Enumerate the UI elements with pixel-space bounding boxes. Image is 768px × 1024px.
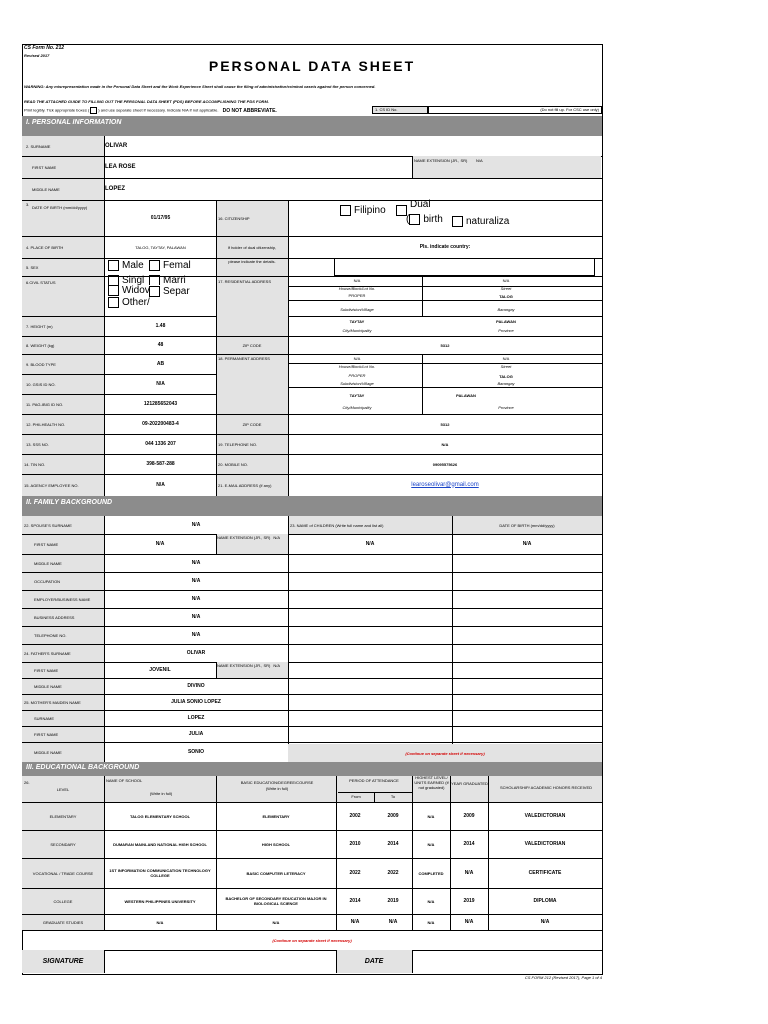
perm-house[interactable]: N/A: [353, 356, 361, 361]
section-personal-information: I. PERSONAL INFORMATION: [22, 116, 602, 136]
spouse-employer-value[interactable]: N/A: [191, 596, 201, 602]
edu-level: ELEMENTARY: [49, 813, 77, 819]
perm-city-caption: City/Municipality: [342, 405, 372, 410]
civil-widowed-option[interactable]: [108, 285, 150, 296]
pob-value[interactable]: TALOG, TAYTAY, PALAWAN: [135, 244, 186, 250]
edu-course[interactable]: HIGH SCHOOL: [261, 841, 291, 847]
edu-units[interactable]: N/A: [427, 898, 435, 904]
perm-brgy-caption: Barangay: [497, 381, 515, 386]
child-dob[interactable]: N/A: [522, 541, 532, 547]
checkbox-icon: [108, 260, 119, 271]
edu-course[interactable]: BACHELOR OF SECONDARY EDUCATION MAJOR IN BIOLOGICAL SCIENCE: [225, 896, 327, 906]
edu-from[interactable]: N/A: [350, 919, 360, 925]
section-educational-background: III. EDUCATIONAL BACKGROUND: [22, 762, 602, 776]
edu-row-divider: [22, 830, 602, 831]
perm-city[interactable]: TAYTAY: [349, 393, 365, 398]
form-revised: Revised 2017: [24, 53, 50, 58]
telephone-value[interactable]: N/A: [441, 441, 449, 447]
civil-other-option[interactable]: [108, 297, 150, 308]
col-level: LEVEL: [56, 786, 70, 792]
citizenship-filipino-label: Filipino: [354, 205, 386, 217]
do-not-abbreviate: DO NOT ABBREVIATE.: [222, 107, 277, 114]
checkbox-icon: [149, 275, 160, 285]
edu-year[interactable]: 2009: [463, 813, 475, 819]
pagibig-label: 11. PAG-IBIG ID NO.: [26, 401, 64, 407]
res-zip-label: ZIP CODE: [242, 342, 262, 348]
spouse-occupation-label: OCCUPATION: [34, 578, 61, 584]
children-row-divider: [288, 590, 602, 591]
mother-maiden-name-label: 25. MOTHER'S MAIDEN NAME: [24, 699, 81, 705]
permanent-address-label: 18. PERMANENT ADDRESS: [218, 356, 270, 361]
gsis-value[interactable]: N/A: [156, 381, 165, 387]
citizenship-filipino[interactable]: [340, 205, 386, 216]
checkbox-icon: [149, 260, 160, 271]
col-course-sub: (Write in full): [265, 786, 289, 791]
res-brgy-caption: Barangay: [497, 307, 515, 312]
warning-text: WARNING: Any misrepresentation made in the Personal Data Sheet and the Work Experience Sheet shall cause the filing of administrative/criminal case/s against the person concerned.: [24, 84, 376, 89]
civil-married-option[interactable]: [149, 275, 186, 285]
perm-street[interactable]: N/A: [502, 356, 510, 361]
agency-label: 15. AGENCY EMPLOYEE NO.: [24, 482, 79, 488]
dob-num: 3.: [26, 202, 30, 207]
dob-label: DATE OF BIRTH (mm/dd/yyyy): [32, 205, 88, 210]
civil-separated-option[interactable]: [149, 286, 190, 297]
name-ext-value[interactable]: N/A: [476, 158, 483, 163]
res-subdivision[interactable]: PROPER: [348, 293, 366, 298]
citizenship-by-birth[interactable]: [406, 214, 443, 225]
col-year: YEAR GRADUATED: [451, 781, 488, 786]
citizenship-naturaliza-label: naturaliza: [466, 216, 510, 228]
spouse-middle-name-label: MIDDLE NAME: [34, 560, 62, 566]
sex-female-option[interactable]: [149, 260, 191, 271]
res-city-caption: City/Municipality: [342, 328, 372, 333]
blood-type-label: 9. BLOOD TYPE: [26, 361, 56, 367]
dual-note-2: please indicate the details.: [228, 258, 276, 264]
father-surname-label: 24. FATHER'S SURNAME: [24, 650, 71, 656]
print-legibly-b: ) and use separate sheet if necessary. Indicate N/A if not applicable.: [98, 107, 219, 113]
tin-label: 14. TIN NO.: [24, 461, 46, 467]
edu-to[interactable]: N/A: [388, 919, 398, 925]
edu-course[interactable]: ELEMENTARY: [262, 813, 290, 819]
col-school: NAME OF SCHOOL: [106, 778, 143, 783]
philhealth-label: 12. PHILHEALTH NO.: [26, 421, 66, 427]
spouse-surname-value[interactable]: N/A: [191, 522, 201, 528]
agency-value[interactable]: N/A: [156, 482, 165, 488]
col-school-sub: (Write in full): [149, 791, 173, 796]
civil-single-label: Singl: [122, 275, 145, 285]
citizenship-birth-label: birth: [423, 214, 443, 226]
sss-value[interactable]: 044 1336 207: [145, 441, 176, 447]
checkbox-icon: [340, 205, 351, 216]
civil-other-label: Other/: [122, 297, 150, 309]
name-ext-label: NAME EXTENSION (JR., SR): [414, 158, 468, 163]
edu-school[interactable]: TALOG ELEMENTARY SCHOOL: [129, 813, 191, 819]
signature-label: SIGNATURE: [42, 957, 84, 965]
edu-level: SECONDARY: [50, 841, 76, 847]
personal-data-sheet: [22, 44, 602, 974]
citizenship-label: 16. CITIZENSHIP: [218, 215, 250, 221]
children-row-divider: [288, 694, 602, 695]
perm-house-caption: House/Block/Lot No.: [338, 364, 376, 369]
surname-value[interactable]: OLIVAR: [105, 142, 128, 149]
cs-id-label: 1. CS ID No.: [372, 106, 428, 114]
date-label: DATE: [364, 957, 384, 965]
father-middle-name-value[interactable]: DIVINO: [187, 683, 205, 689]
mother-middle-name-value[interactable]: SONIO: [187, 749, 205, 755]
children-row-divider: [288, 662, 602, 663]
edu-year[interactable]: N/A: [464, 870, 474, 876]
spouse-surname-label: 22. SPOUSE'S SURNAME: [24, 522, 72, 528]
name-ext-caption: NAME EXTENSION (JR., SR): [217, 663, 271, 668]
edu-units[interactable]: COMPLETED: [418, 870, 444, 876]
edu-units[interactable]: N/A: [427, 813, 435, 819]
res-street[interactable]: N/A: [502, 278, 510, 283]
edu-row-divider: [22, 802, 602, 803]
civil-status-label: 6.CIVIL STATUS: [26, 280, 56, 285]
middle-name-label: MIDDLE NAME: [32, 186, 60, 192]
weight-value[interactable]: 48: [157, 342, 164, 348]
checkbox-icon: [409, 214, 420, 225]
father-first-name-value[interactable]: JOVENIL: [149, 667, 171, 673]
edu-to[interactable]: 2014: [387, 841, 399, 847]
edu-honors[interactable]: VALEDICTORIAN: [524, 813, 566, 819]
residential-address-label: 17. RESIDENTIAL ADDRESS: [218, 279, 271, 284]
mobile-label: 20. MOBILE NO.: [218, 461, 249, 467]
edu-honors[interactable]: DIPLOMA: [533, 898, 557, 904]
col-to: To: [390, 794, 396, 799]
edu-row-divider: [22, 914, 602, 915]
philhealth-value[interactable]: 09-202200483-4: [142, 421, 179, 427]
family-continue-note: (Continue on separate sheet if necessary): [405, 750, 485, 756]
spouse-first-name-ext-label: [217, 535, 287, 540]
edu-from[interactable]: 2022: [349, 870, 361, 876]
perm-prov-caption: Province: [498, 405, 514, 410]
email-label: 21. E-MAIL ADDRESS (if any): [218, 482, 272, 488]
res-subd-caption: Subdivision/Village: [340, 307, 374, 312]
mobile-value[interactable]: 09095575626: [432, 461, 458, 467]
first-name-value[interactable]: LEA ROSE: [105, 163, 136, 170]
email-cell: [288, 474, 602, 496]
dual-note-1: If holder of dual citizenship,: [227, 244, 277, 250]
paren: (: [406, 214, 410, 226]
mother-middle-name-label: MIDDLE NAME: [34, 749, 62, 755]
pob-label: 4. PLACE OF BIRTH: [26, 244, 64, 250]
perm-barangay[interactable]: TALOG: [499, 374, 513, 379]
perm-street-caption: Street: [500, 364, 512, 369]
height-value[interactable]: 1.48: [155, 323, 166, 329]
edu-course[interactable]: N/A: [272, 919, 280, 925]
pls-indicate-country: Pls. indicate country:: [419, 244, 471, 250]
edu-to[interactable]: 2009: [387, 813, 399, 819]
weight-label: 8. WEIGHT (kg): [26, 342, 55, 348]
section-family-background: II. FAMILY BACKGROUND: [22, 496, 602, 516]
edu-units[interactable]: N/A: [427, 919, 435, 925]
civil-separated-label: Separ: [163, 286, 190, 298]
date-field[interactable]: [412, 950, 602, 973]
res-street-caption: Street: [500, 286, 512, 291]
edu-from[interactable]: 2010: [349, 841, 361, 847]
edu-row-divider: [22, 888, 602, 889]
checkbox-icon: [452, 216, 463, 227]
first-name-label: FIRST NAME: [32, 164, 57, 170]
mother-maiden-name-value[interactable]: JULIA SONIO LOPEZ: [171, 699, 221, 705]
spouse-first-name-label: FIRST NAME: [34, 541, 59, 547]
height-label: 7. HEIGHT (m): [26, 323, 53, 329]
edu-level: GRADUATE STUDIES: [42, 919, 84, 925]
spouse-middle-name-value[interactable]: N/A: [191, 560, 201, 566]
checkbox-icon: [108, 297, 119, 308]
middle-name-value[interactable]: LOPEZ: [105, 185, 126, 192]
father-surname-value[interactable]: OLIVAR: [186, 650, 206, 656]
children-row-divider: [288, 554, 602, 555]
spouse-employer-label: EMPLOYER/BUSINESS NAME: [34, 596, 91, 602]
name-ext-value[interactable]: N/A: [273, 535, 281, 540]
read-guide-text: READ THE ATTACHED GUIDE TO FILLING OUT THE PERSONAL DATA SHEET (PDS) BEFORE ACCOMPLISHING THE PDS FORM.: [24, 99, 269, 104]
edu-honors[interactable]: CERTIFICATE: [528, 870, 562, 876]
edu-to[interactable]: 2022: [387, 870, 399, 876]
edu-year[interactable]: 2019: [463, 898, 475, 904]
education-continue-note: (Continue on separate sheet if necessary): [272, 937, 352, 943]
res-barangay[interactable]: TALOG: [499, 294, 513, 299]
edu-level: COLLEGE: [53, 898, 73, 904]
children-dob-label: DATE OF BIRTH (mm/dd/yyyy): [499, 522, 555, 528]
col-units: HIGHEST LEVEL/ UNITS EARNED (if not graduated): [414, 775, 449, 790]
res-city[interactable]: TAYTAY: [349, 319, 365, 324]
perm-subdivision[interactable]: PROPER: [348, 373, 366, 378]
col-period: PERIOD OF ATTENDANCE: [349, 778, 399, 783]
edu-row-divider: [22, 858, 602, 859]
children-row-divider: [288, 710, 602, 711]
col-course: BASIC EDUCATION/DEGREE/COURSE: [240, 780, 314, 785]
edu-level: VOCATIONAL / TRADE COURSE: [32, 870, 94, 876]
civil-widowed-label: Widov: [122, 285, 150, 296]
children-row-divider: [288, 608, 602, 609]
form-footer: CS FORM 212 (Revised 2017), Page 1 of 4: [524, 975, 602, 980]
spouse-business-address-value[interactable]: N/A: [191, 614, 201, 620]
citizenship-dual-label: Dual: [410, 199, 431, 211]
citizenship-by-naturalization[interactable]: [452, 216, 509, 227]
father-middle-name-label: MIDDLE NAME: [34, 683, 62, 689]
signature-field[interactable]: [104, 950, 337, 973]
tin-value[interactable]: 398-587-288: [146, 461, 175, 467]
col-from: From: [351, 794, 361, 799]
mother-surname-value[interactable]: LOPEZ: [187, 715, 205, 721]
form-number: CS Form No. 212: [24, 45, 65, 51]
education-num: 26.: [24, 780, 30, 785]
sex-male-option[interactable]: [108, 260, 144, 271]
perm-zip-label: ZIP CODE: [242, 421, 262, 427]
children-label: 23. NAME of CHILDREN (Write full name and list all): [290, 522, 384, 528]
checkbox-icon: [108, 275, 119, 285]
spouse-telephone-label: TELEPHONE NO.: [34, 632, 67, 638]
children-row-divider: [288, 644, 602, 645]
pagibig-value[interactable]: 121285652043: [143, 401, 178, 407]
gsis-label: 10. GSIS ID NO.: [26, 381, 56, 387]
edu-year[interactable]: N/A: [464, 919, 474, 925]
res-prov-caption: Province: [498, 328, 514, 333]
perm-zip-value[interactable]: 5312: [440, 421, 450, 427]
sex-female-label: Femal: [163, 260, 191, 272]
checkbox-icon: [149, 286, 160, 297]
edu-honors[interactable]: VALEDICTORIAN: [524, 841, 566, 847]
spouse-telephone-value[interactable]: N/A: [191, 632, 201, 638]
print-legibly-a: Print legibly. Tick appropriate boxes (: [24, 107, 90, 113]
edu-honors[interactable]: N/A: [540, 919, 550, 925]
edu-course[interactable]: BASIC COMPUTER LETERACY: [246, 870, 306, 876]
spouse-business-address-label: BUSINESS ADDRESS: [34, 614, 75, 620]
page-title: PERSONAL DATA SHEET: [208, 58, 416, 74]
blood-type-value[interactable]: AB: [156, 361, 165, 367]
country-input[interactable]: [334, 258, 595, 276]
name-ext-value[interactable]: N/A: [273, 663, 281, 668]
tick-box-sample-icon: [90, 107, 97, 114]
print-legibly-text: [24, 107, 277, 114]
edu-units[interactable]: N/A: [427, 841, 435, 847]
civil-single-option[interactable]: [108, 275, 144, 285]
children-row-divider: [288, 726, 602, 727]
cs-id-note: (Do not fill up. For CSC use only): [428, 106, 602, 114]
child-name[interactable]: N/A: [365, 541, 375, 547]
col-honors: SCHOLARSHIP/ ACADEMIC HONORS RECEIVED: [499, 785, 593, 790]
checkbox-icon: [108, 285, 119, 296]
name-ext-caption: NAME EXTENSION (JR., SR): [217, 535, 271, 540]
edu-school[interactable]: WESTERN PHILIPPINES UNIVERSITY: [124, 898, 196, 904]
sex-male-label: Male: [122, 260, 144, 272]
edu-from[interactable]: 2002: [349, 813, 361, 819]
edu-school[interactable]: DUMARAN MAINLAND NATIONAL HIGH SCHOOL: [113, 841, 207, 847]
spouse-occupation-value[interactable]: N/A: [191, 578, 201, 584]
perm-province[interactable]: PALAWAN: [456, 393, 476, 398]
mother-surname-label: SURNAME: [34, 715, 55, 721]
res-zip-value[interactable]: 5312: [440, 342, 450, 348]
edu-school[interactable]: N/A: [156, 919, 164, 925]
children-row-divider: [288, 626, 602, 627]
father-first-name-ext-label: [217, 663, 287, 668]
father-first-name-label: FIRST NAME: [34, 667, 59, 673]
children-row-divider: [288, 678, 602, 679]
email-link[interactable]: learoseolivar@gmail.com: [411, 481, 479, 488]
dob-value[interactable]: 01/17/95: [150, 215, 171, 221]
mother-first-name-value[interactable]: JULIA: [188, 731, 204, 737]
mother-first-name-label: FIRST NAME: [34, 731, 59, 737]
civil-married-label: Marri: [163, 275, 186, 285]
edu-year[interactable]: 2014: [463, 841, 475, 847]
edu-school[interactable]: 1ST INFORMATION COMMUNICATION TECHNOLOGY COLLEGE: [109, 868, 211, 878]
edu-to[interactable]: 2019: [387, 898, 399, 904]
res-province[interactable]: PALAWAN: [496, 319, 516, 324]
perm-subd-caption: Subdivision/Village: [340, 381, 374, 386]
sss-label: 13. SSS NO.: [26, 441, 49, 447]
surname-label: 2. SURNAME: [26, 143, 51, 149]
edu-from[interactable]: 2014: [349, 898, 361, 904]
children-row-divider: [288, 572, 602, 573]
spouse-first-name-value[interactable]: N/A: [155, 541, 165, 547]
sex-label: 5. SEX: [26, 264, 39, 270]
res-house[interactable]: N/A: [353, 278, 361, 283]
telephone-label: 19. TELEPHONE NO.: [218, 441, 258, 447]
res-house-caption: House/Block/Lot No.: [338, 286, 376, 291]
